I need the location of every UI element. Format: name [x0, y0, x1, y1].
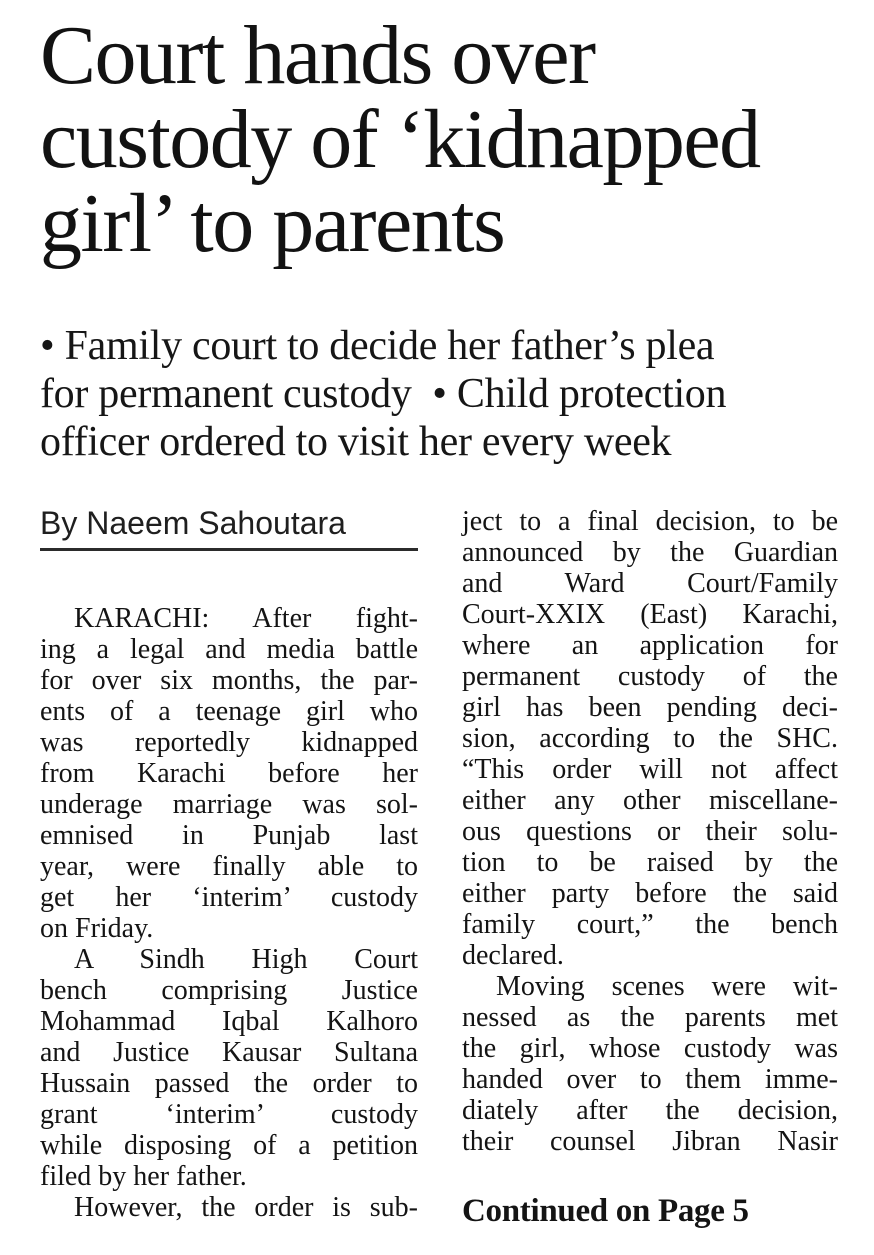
body-line: ject to a final decision, to be [462, 506, 838, 537]
headline [40, 9, 838, 270]
body-line: Hussain passed the order to [40, 1068, 418, 1099]
body-line: get her ‘interim’ custody [40, 882, 418, 913]
subheadline-line: • Family court to decide her father’s plea [40, 323, 715, 369]
body-line: Moving scenes were wit- [496, 971, 838, 1002]
body-line: diately after the decision, [462, 1095, 838, 1126]
body-line: their counsel Jibran Nasir [462, 1126, 838, 1157]
body-line: nessed as the parents met [462, 1002, 838, 1033]
body-line: declared. [462, 940, 564, 971]
byline-rule [40, 548, 418, 551]
body-line: emnised in Punjab last [40, 820, 418, 851]
byline: By Naeem Sahoutara [40, 505, 346, 541]
body-line: year, were finally able to [40, 851, 418, 882]
subheadline-line: officer ordered to visit her every week [40, 419, 672, 465]
body-line: announced by the Guardian [462, 537, 838, 568]
body-line: ous questions or their solu- [462, 816, 838, 847]
body-line: on Friday. [40, 913, 154, 944]
body-line: family court,” the bench [462, 909, 838, 940]
subheadline [40, 322, 838, 466]
body-line: KARACHI: After fight- [74, 603, 418, 634]
body-right [462, 506, 838, 1157]
body-line: and Justice Kausar Sultana [40, 1037, 418, 1068]
body-line: from Karachi before her [40, 758, 418, 789]
body-line: where an application for [462, 630, 838, 661]
body-line: ents of a teenage girl who [40, 696, 418, 727]
body-line: the girl, whose custody was [462, 1033, 838, 1064]
body-line: grant ‘interim’ custody [40, 1099, 418, 1130]
headline-line: girl’ to parents [40, 177, 505, 270]
body-line: handed over to them imme- [462, 1064, 838, 1095]
body-line: girl has been pending deci- [462, 692, 838, 723]
paragraph [40, 944, 418, 1192]
paragraph [40, 603, 418, 944]
body-line: for over six months, the par- [40, 665, 418, 696]
body-line: while disposing of a petition [40, 1130, 418, 1161]
column-left [40, 506, 418, 1229]
paragraph [462, 971, 838, 1157]
body-line: sion, according to the SHC. [462, 723, 838, 754]
column-right [462, 506, 838, 1229]
subheadline-line: for permanent custody • Child protection [40, 371, 727, 417]
paragraph [40, 1192, 418, 1223]
body-line: filed by her father. [40, 1161, 247, 1192]
article-columns [40, 506, 838, 1229]
body-line: Mohammad Iqbal Kalhoro [40, 1006, 418, 1037]
body-line: and Ward Court/Family [462, 568, 838, 599]
body-line: either any other miscellane- [462, 785, 838, 816]
body-line: either party before the said [462, 878, 838, 909]
body-line: was reportedly kidnapped [40, 727, 418, 758]
body-line: tion to be raised by the [462, 847, 838, 878]
paragraph [462, 506, 838, 971]
body-line: permanent custody of the [462, 661, 838, 692]
body-line: ing a legal and media battle [40, 634, 418, 665]
body-line: bench comprising Justice [40, 975, 418, 1006]
body-left [40, 603, 418, 1223]
body-line: However, the order is sub- [74, 1192, 418, 1223]
body-line: underage marriage was sol- [40, 789, 418, 820]
headline-line: custody of ‘kidnapped [40, 93, 760, 186]
body-line: “This order will not affect [462, 754, 838, 785]
body-line: A Sindh High Court [74, 944, 418, 975]
byline-block [40, 506, 418, 551]
body-line: Court-XXIX (East) Karachi, [462, 599, 838, 630]
continued-notice: Continued on Page 5 [462, 1193, 749, 1229]
headline-line: Court hands over [40, 9, 595, 102]
